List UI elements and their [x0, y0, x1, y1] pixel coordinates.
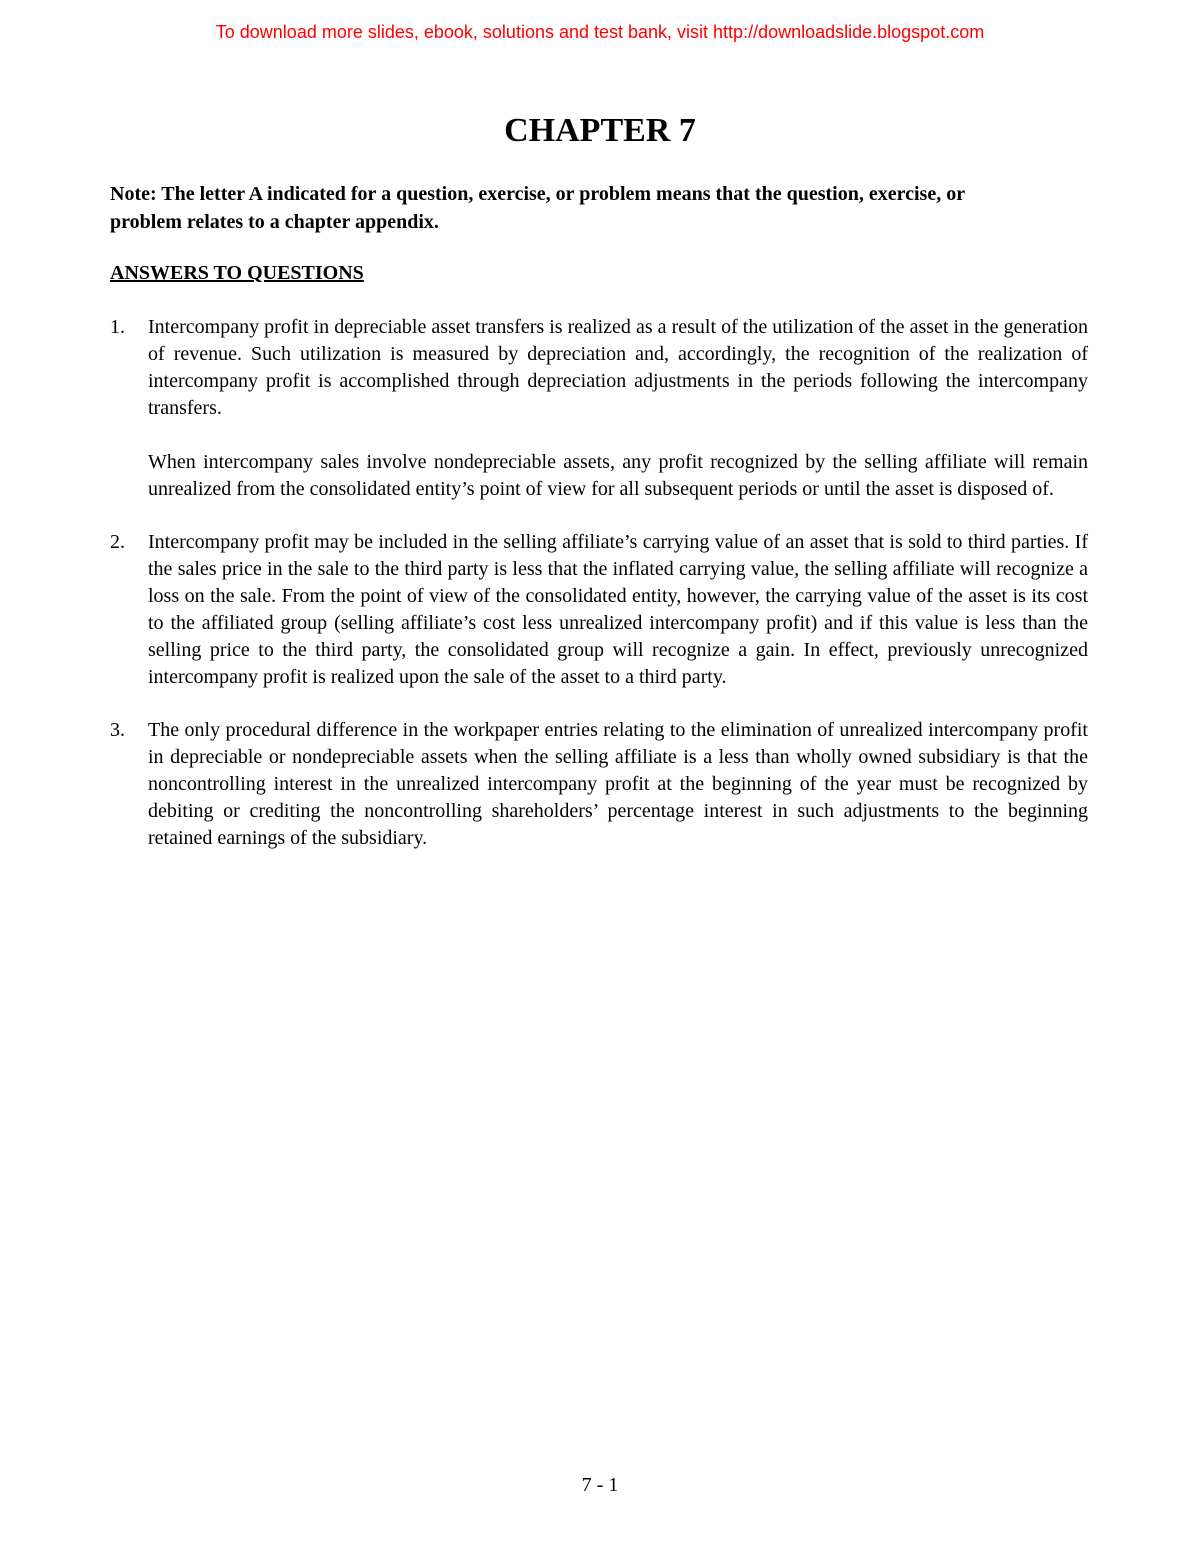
chapter-title: CHAPTER 7 [504, 112, 696, 149]
answer-paragraph: When intercompany sales involve nondepreciable assets, any profit recognized by the selling affiliate will remain unrealized from the consolidated entity’s point of view for all subsequent periods or until the asset is disposed of. [148, 451, 1088, 500]
appendix-note: Note: The letter A indicated for a question, exercise, or problem means that the question, exercise, or problem relates to a chapter appendix. [110, 183, 965, 233]
answer-paragraph: Intercompany profit may be included in the selling affiliate’s carrying value of an asset that is sold to third parties. If the sales price in the sale to the third party is less that the inflated carrying value, the selling affiliate will recognize a loss on the sale. From the point of view of the consolidated entity, however, the carrying value of the asset is its cost to the affiliated group (selling affiliate’s cost less unrealized intercompany profit) and if this value is less than the selling price to the third party, the consolidated group will recognize a gain. In effect, previously unrecognized intercompany profit is realized upon the sale of the asset to a third party. [148, 531, 1088, 688]
page-number: 7 - 1 [581, 1474, 619, 1496]
answer-paragraph: Intercompany profit in depreciable asset transfers is realized as a result of the utilization of the asset in the generation of revenue. Such utilization is measured by depreciation and, accordingly, the recognition of the realization of intercompany profit is accomplished through depreciation adjustments in the periods following the intercompany transfers. [148, 316, 1088, 419]
answer-item [110, 529, 1088, 691]
answer-item [110, 314, 1088, 503]
answer-item [110, 717, 1088, 852]
answer-number: 2. [110, 531, 125, 553]
answers-list [110, 314, 1088, 878]
answer-number: 3. [110, 719, 125, 741]
answer-number: 1. [110, 316, 125, 338]
download-banner: To download more slides, ebook, solutions and test bank, visit http://downloadslide.blogspot.com [215, 22, 985, 42]
answer-paragraph: The only procedural difference in the workpaper entries relating to the elimination of unrealized intercompany profit in depreciable or nondepreciable assets when the selling affiliate is a less than wholly owned subsidiary is that the noncontrolling interest in the unrealized intercompany profit at the beginning of the year must be recognized by debiting or crediting the noncontrolling shareholders’ percentage interest in such adjustments to the beginning retained earnings of the subsidiary. [148, 719, 1088, 849]
section-heading: ANSWERS TO QUESTIONS [110, 262, 364, 284]
